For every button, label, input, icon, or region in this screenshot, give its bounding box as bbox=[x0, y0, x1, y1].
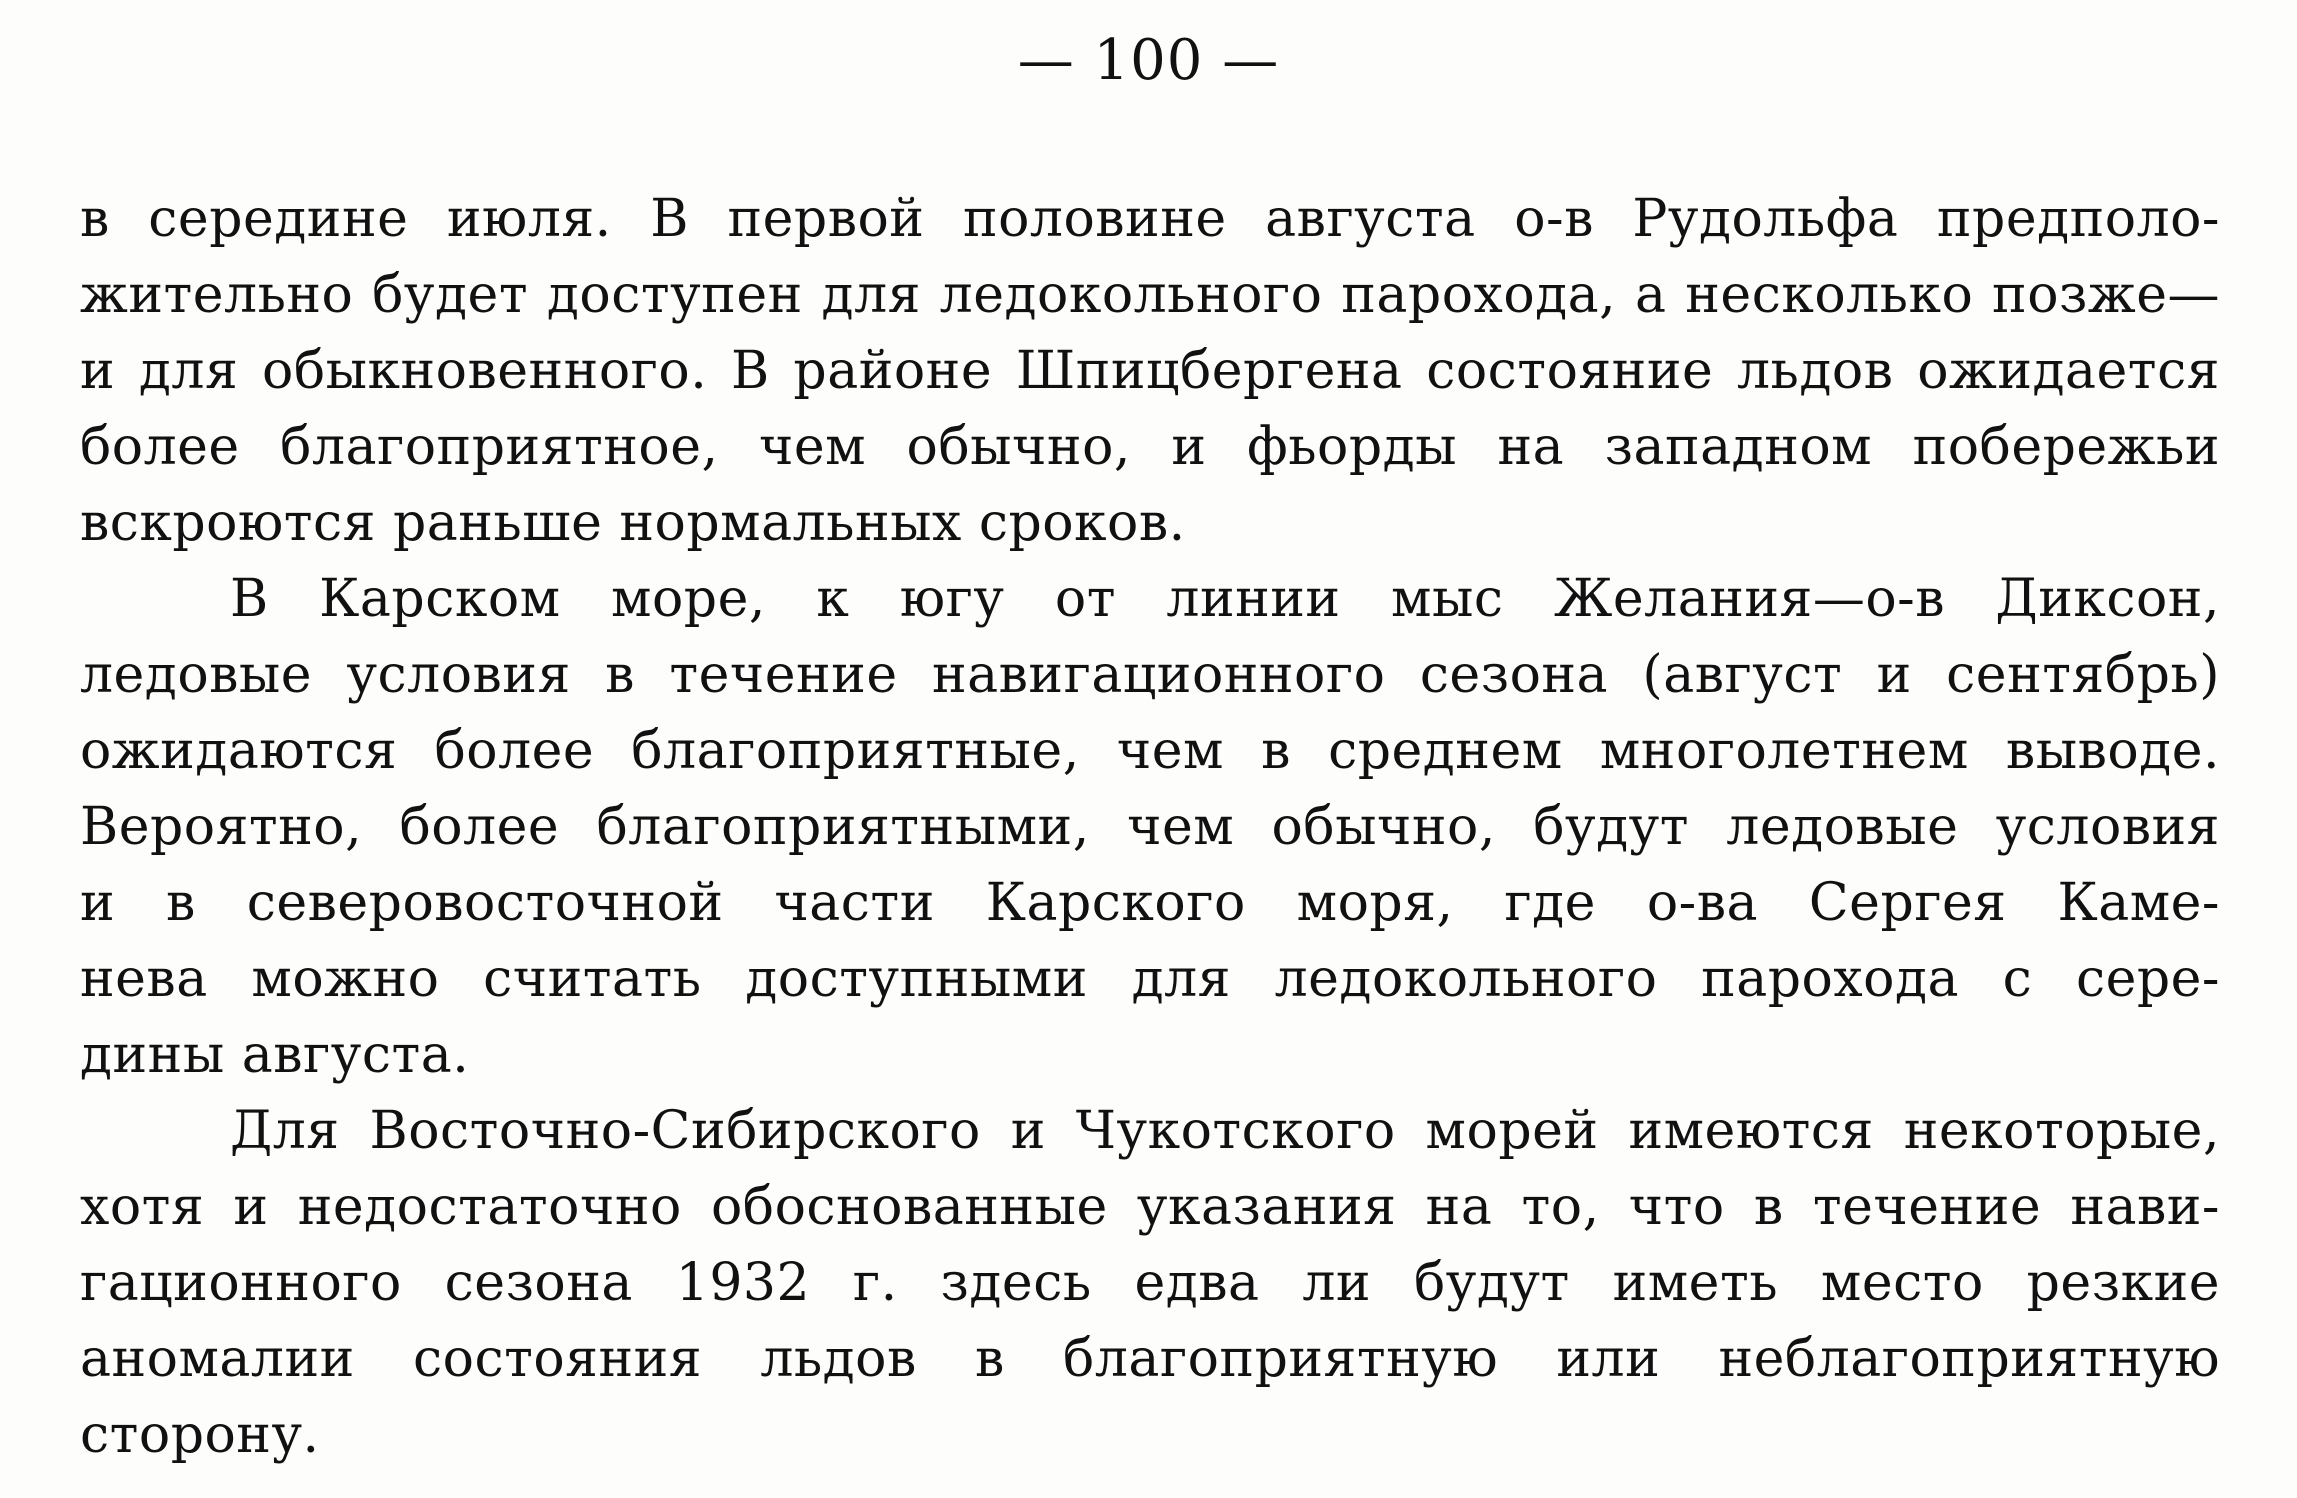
text-line: в середине июля. В первой половине августа о-в Рудольфа предполо- bbox=[80, 189, 2220, 249]
text-line: дины августа. bbox=[80, 1025, 470, 1085]
text-line: Вероятно, более благоприятными, чем обычно, будут ледовые условия bbox=[80, 797, 2220, 857]
page-number: — 100 — bbox=[1017, 28, 1280, 93]
text-line: более благоприятное, чем обычно, и фьорды на западном побережьи bbox=[80, 417, 2220, 477]
paragraph-1 bbox=[80, 181, 2220, 561]
text-line: ожидаются более благоприятные, чем в среднем многолетнем выводе. bbox=[80, 721, 2220, 781]
text-line: и для обыкновенного. В районе Шпицбергена состояние льдов ожидается bbox=[80, 341, 2220, 401]
text-line: аномалии состояния льдов в благоприятную или неблагоприятную bbox=[80, 1329, 2220, 1389]
text-line: вскроются раньше нормальных сроков. bbox=[80, 493, 1186, 553]
text-line: хотя и недостаточно обоснованные указания на то, что в течение нави- bbox=[80, 1177, 2220, 1237]
body-text bbox=[80, 181, 2220, 1473]
text-line: сторону. bbox=[80, 1405, 320, 1465]
text-line: ледовые условия в течение навигационного сезона (август и сентябрь) bbox=[80, 645, 2220, 705]
text-line: гационного сезона 1932 г. здесь едва ли будут иметь место резкие bbox=[80, 1253, 2220, 1313]
text-line: В Карском море, к югу от линии мыс Желания—о-в Диксон, bbox=[230, 569, 2220, 629]
paragraph-3 bbox=[80, 1093, 2220, 1473]
text-line: Для Восточно-Сибирского и Чукотского морей имеются некоторые, bbox=[230, 1101, 2220, 1161]
text-line: нева можно считать доступными для ледокольного парохода с сере- bbox=[80, 949, 2220, 1009]
paragraph-2 bbox=[80, 561, 2220, 1093]
text-line: и в северовосточной части Карского моря, где о-ва Сергея Каме- bbox=[80, 873, 2220, 933]
text-line: жительно будет доступен для ледокольного парохода, а несколько позже— bbox=[80, 265, 2220, 325]
